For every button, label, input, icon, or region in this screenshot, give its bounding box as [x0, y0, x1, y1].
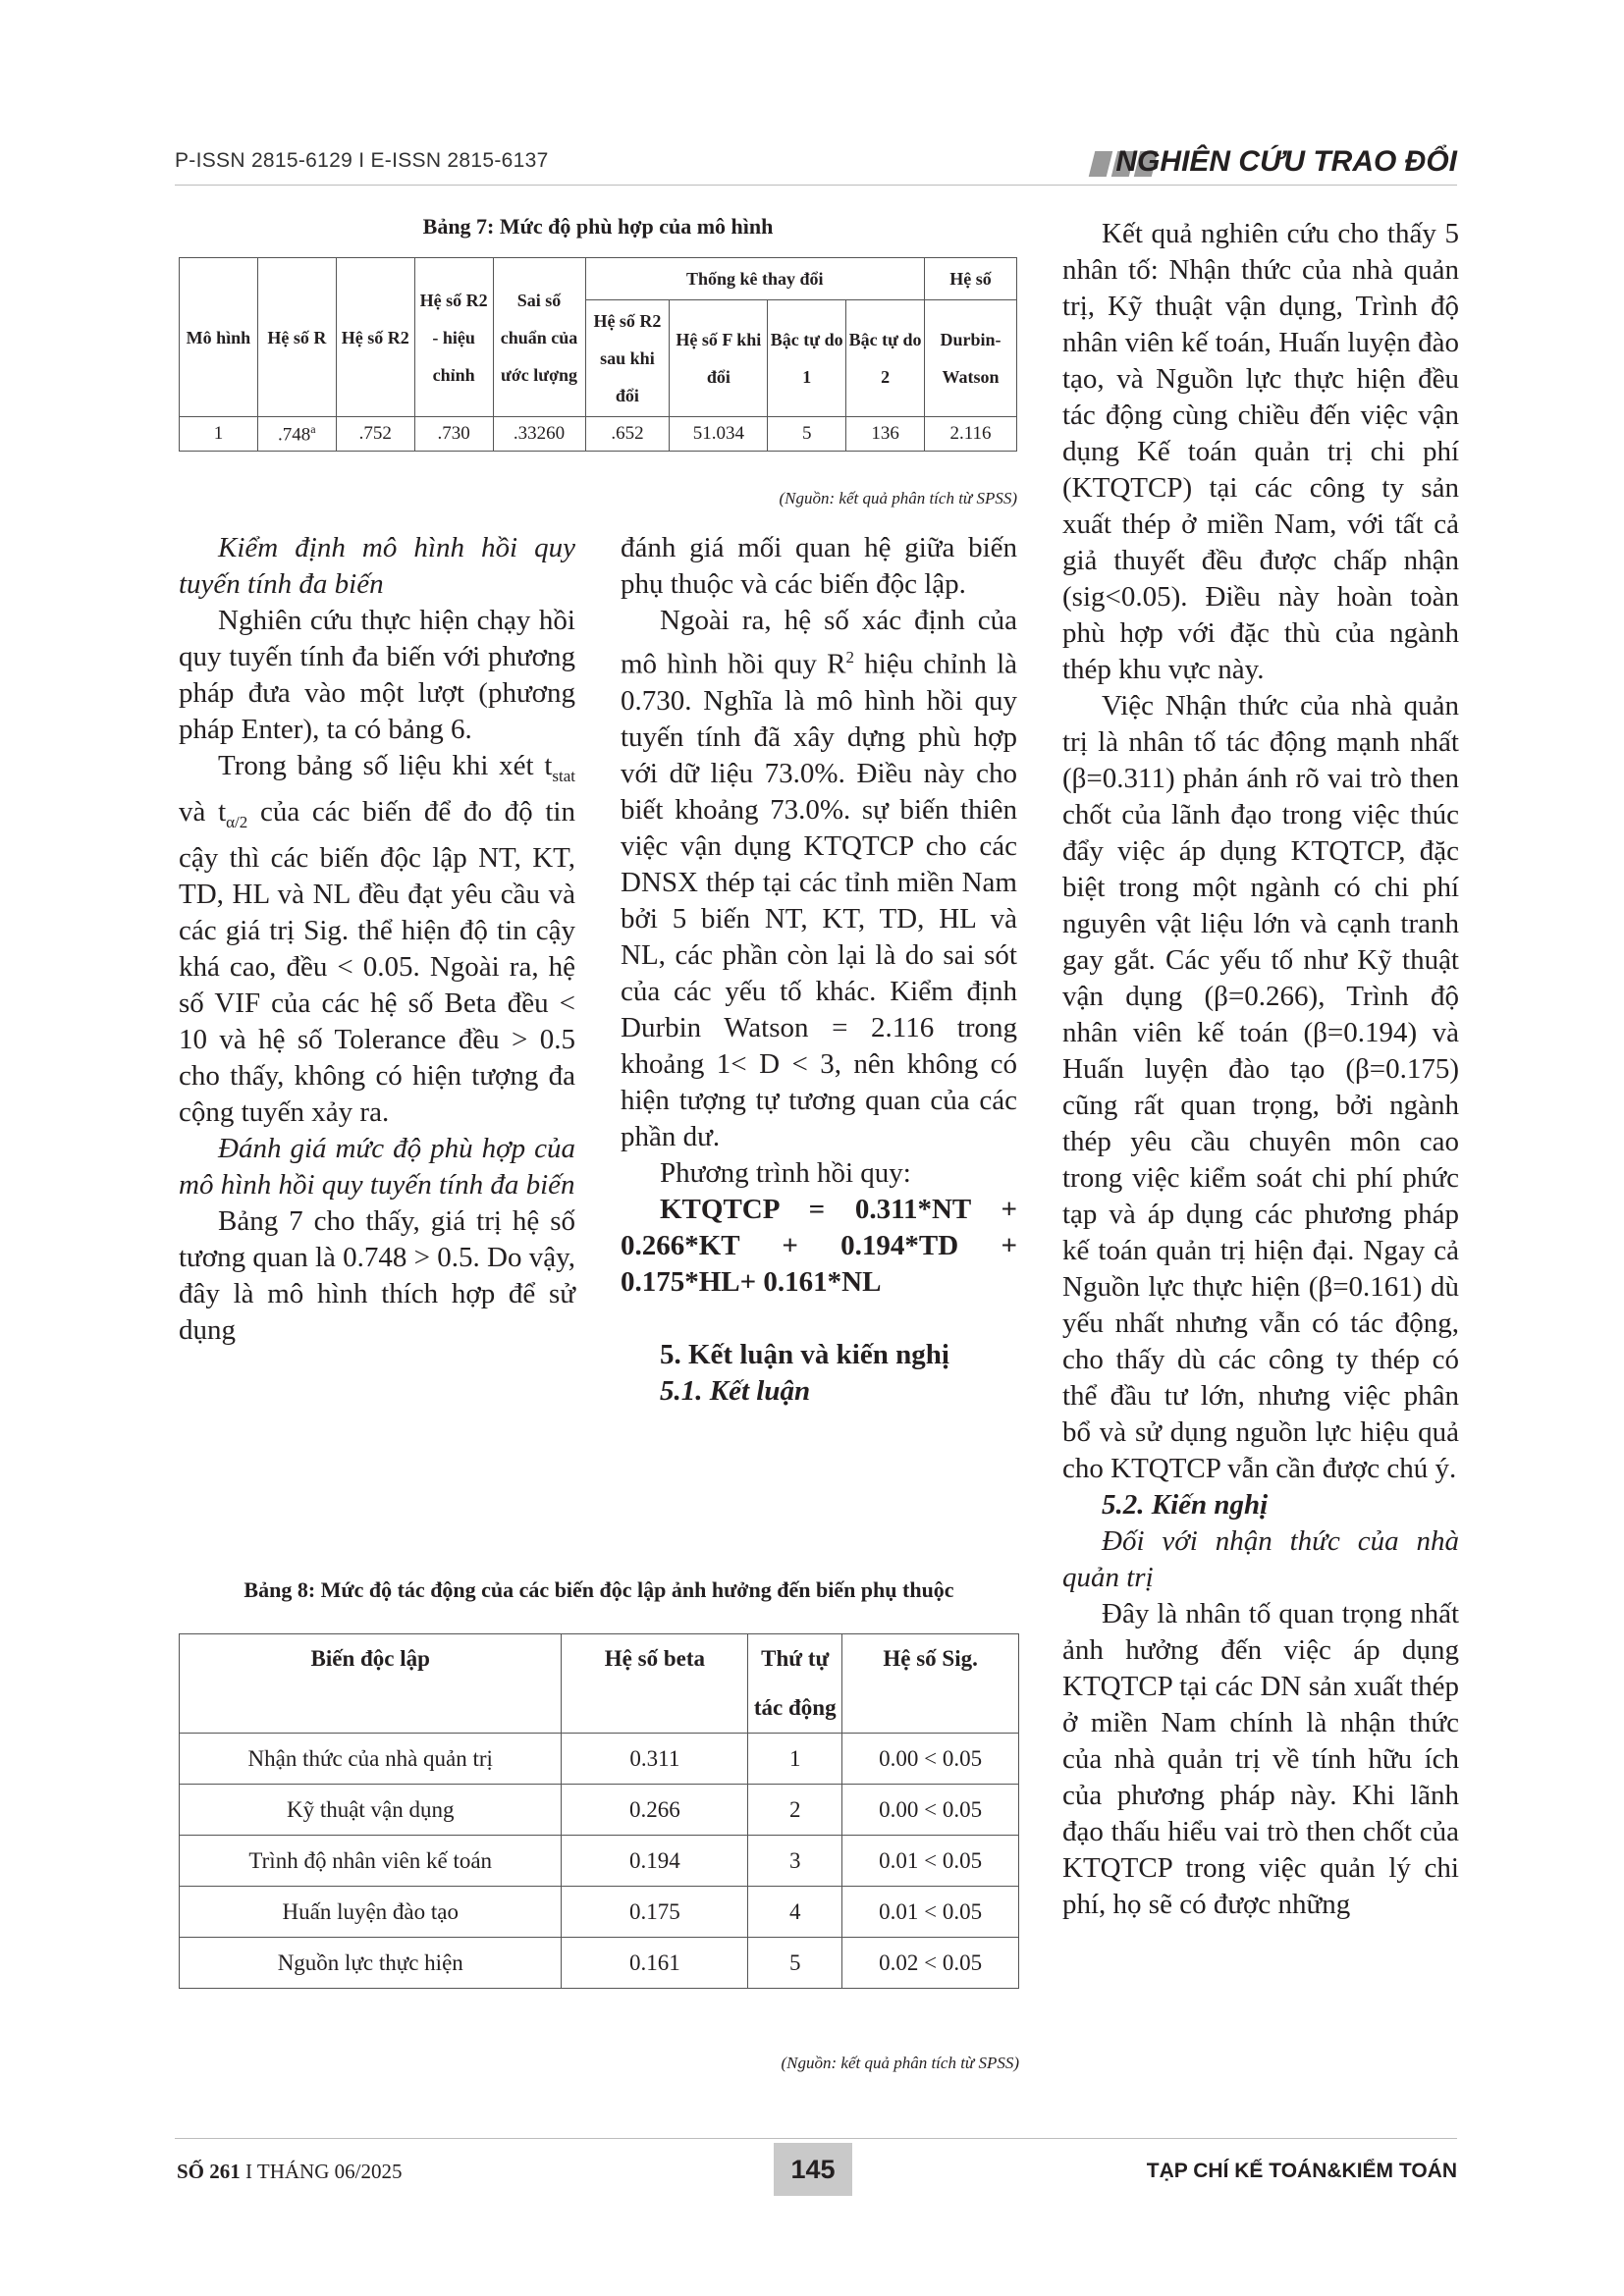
- t8-cell-rank: 2: [748, 1785, 842, 1836]
- paragraph: Nghiên cứu thực hiện chạy hồi quy tuyến tính đa biến với phương pháp đưa vào một lượt (phương pháp Enter), ta có bảng 6.: [179, 605, 575, 745]
- issue-date: I THÁNG 06/2025: [240, 2160, 403, 2183]
- t7-header-model: Mô hình: [180, 258, 258, 417]
- t8-header-beta: Hệ số beta: [562, 1634, 748, 1734]
- t8-cell-sig: 0.00 < 0.05: [842, 1734, 1019, 1785]
- t7-r-sup: a: [310, 421, 316, 436]
- header-rule: [175, 185, 1457, 186]
- t7-header-r2: Hệ số R2: [336, 258, 414, 417]
- paragraph: Đây là nhân tố quan trọng nhất ảnh hưởng đến việc áp dụng KTQTCP tại các DN sản xuất thép ở miền Nam chính là nhận thức của nhà quản trị về tính hữu ích của phương pháp này. Khi lãnh đạo thấu hiểu vai trò then chốt của KTQTCP trong việc quản lý chi phí, họ sẽ có được những: [1062, 1598, 1459, 1920]
- t8-cell-sig: 0.01 < 0.05: [842, 1887, 1019, 1938]
- t8-header-sig: Hệ số Sig.: [842, 1634, 1019, 1734]
- subheading-manager-awareness: Đối với nhận thức của nhà quản trị: [1062, 1525, 1459, 1593]
- t7-header-fchange: Hệ số F khi đổi: [670, 300, 768, 417]
- t8-cell-rank: 3: [748, 1836, 842, 1887]
- subscript: stat: [552, 766, 575, 785]
- t7-cell-r2adj: .730: [414, 417, 493, 452]
- table7: [179, 257, 1017, 452]
- section-title: NGHIÊN CỨU TRAO ĐỔI: [1115, 145, 1457, 178]
- table-row: [180, 1734, 1019, 1785]
- table-row: [180, 417, 1017, 452]
- text-run: Ngoài ra, hệ số xác định của mô hình hồi quy R: [621, 605, 1017, 680]
- t8-cell-beta: 0.194: [562, 1836, 748, 1887]
- table-row: [180, 1836, 1019, 1887]
- t8-cell-sig: 0.01 < 0.05: [842, 1836, 1019, 1887]
- section-heading-5-2: 5.2. Kiến nghị: [1102, 1489, 1269, 1521]
- t8-cell-var: Nhận thức của nhà quản trị: [180, 1734, 562, 1785]
- page-number: 145: [774, 2143, 852, 2196]
- issue-number: SỐ 261: [177, 2160, 241, 2183]
- t8-cell-var: Trình độ nhân viên kế toán: [180, 1836, 562, 1887]
- section-heading-5-1: 5.1. Kết luận: [660, 1374, 811, 1407]
- t7-header-r2change: Hệ số R2 sau khi đổi: [585, 300, 670, 417]
- journal-name: TẠP CHÍ KẾ TOÁN&KIỂM TOÁN: [1146, 2160, 1457, 2182]
- column-2: [621, 530, 1017, 1410]
- t7-header-r2adj: Hệ số R2 - hiệu chỉnh: [414, 258, 493, 417]
- table7-source: (Nguồn: kết quả phân tích từ SPSS): [779, 489, 1017, 507]
- t8-cell-beta: 0.311: [562, 1734, 748, 1785]
- t8-cell-var: Huấn luyện đào tạo: [180, 1887, 562, 1938]
- t8-cell-beta: 0.161: [562, 1938, 748, 1989]
- table8-caption: Bảng 8: Mức độ tác động của các biến độc lập ảnh hưởng đến biến phụ thuộc: [244, 1577, 954, 1602]
- subheading-model-fit: Đánh giá mức độ phù hợp của mô hình hồi quy tuyến tính đa biến: [179, 1132, 575, 1201]
- t7-cell-dw: 2.116: [925, 417, 1017, 452]
- paragraph: [621, 603, 1017, 1155]
- paragraph: Bảng 7 cho thấy, giá trị hệ số tương quan là 0.748 > 0.5. Do vậy, đây là mô hình thích hợp để sử dụng: [179, 1204, 575, 1346]
- text-run: hiệu chỉnh là 0.730. Nghĩa là mô hình hồi quy tuyến tính đã xây dựng phù hợp với dữ liệu 73.0%. Điều này cho biết khoảng 73.0%. sự biến thiên việc vận dụng KTQTCP cho các DNSX thép tại các tỉnh miền Nam bởi 5 biến NT, KT, TD, HL và NL, các phần còn lại là do sai sót của các yếu tố khác. Kiểm định Durbin Watson = 2.116 trong khoảng 1< D < 3, nên không có hiện tượng tự tương quan của các phần dư.: [621, 648, 1017, 1152]
- table-row: [180, 1785, 1019, 1836]
- t8-cell-sig: 0.00 < 0.05: [842, 1785, 1019, 1836]
- t8-cell-sig: 0.02 < 0.05: [842, 1938, 1019, 1989]
- t7-cell-r: [257, 417, 336, 452]
- t8-cell-var: Kỹ thuật vận dụng: [180, 1785, 562, 1836]
- column-1: [179, 530, 575, 1349]
- t7-cell-df2: 136: [846, 417, 925, 452]
- superscript: 2: [845, 648, 854, 667]
- text-run: của các biến để đo độ tin cậy thì các biến độc lập NT, KT, TD, HL và NL đều đạt yêu cầu và các giá trị Sig. thể hiện độ tin cậy khá cao, đều < 0.05. Ngoài ra, hệ số VIF của các hệ số Beta đều < 10 và hệ số Tolerance đều > 0.5 cho thấy, không có hiện tượng đa cộng tuyến xảy ra.: [179, 795, 575, 1128]
- table8-source: (Nguồn: kết quả phân tích từ SPSS): [781, 2054, 1019, 2072]
- footer-rule: [175, 2138, 1457, 2139]
- journal-issn: P-ISSN 2815-6129 I E-ISSN 2815-6137: [175, 149, 549, 172]
- t8-header-var: Biến độc lập: [180, 1634, 562, 1734]
- text-run: và t: [179, 795, 227, 828]
- table-row: [180, 1938, 1019, 1989]
- t7-cell-model: 1: [180, 417, 258, 452]
- t7-cell-r2: .752: [336, 417, 414, 452]
- regression-equation: KTQTCP = 0.311*NT + 0.266*KT + 0.194*TD + 0.175*HL+ 0.161*NL: [621, 1193, 1017, 1298]
- section-heading-5: 5. Kết luận và kiến nghị: [660, 1338, 949, 1370]
- t7-header-change-group: Thống kê thay đổi: [585, 258, 925, 300]
- t7-r-value: .748: [278, 424, 311, 446]
- t7-header-dw-top: Hệ số: [925, 258, 1017, 300]
- paragraph: đánh giá mối quan hệ giữa biến phụ thuộc và các biến độc lập.: [621, 532, 1017, 600]
- paragraph: Việc Nhận thức của nhà quản trị là nhân tố tác động mạnh nhất (β=0.311) phản ánh rõ vai trò then chốt của lãnh đạo trong việc thúc đẩy việc áp dụng KTQTCP, đặc biệt trong một ngành có chi phí nguyên vật liệu lớn và cạnh tranh gay gắt. Các yếu tố như Kỹ thuật vận dụng (β=0.266), Trình độ nhân viên kế toán (β=0.194) và Huấn luyện đào tạo (β=0.175) cũng rất quan trọng, bởi ngành thép yêu cầu chuyên môn cao trong việc kiểm soát chi phí phức tạp và áp dụng các phương pháp kế toán quản trị hiện đại. Ngay cả Nguồn lực thực hiện (β=0.161) dù yếu nhất nhưng vẫn có tác động, cho thấy dù các công ty thép có thể đầu tư lớn, nhưng việc phân bổ và sử dụng nguồn lực hiệu quả cho KTQTCP vẫn cần được chú ý.: [1062, 690, 1459, 1484]
- paragraph: [179, 748, 575, 1131]
- t8-cell-beta: 0.266: [562, 1785, 748, 1836]
- t7-cell-df1: 5: [768, 417, 846, 452]
- t7-header-df2: Bậc tự do 2: [846, 300, 925, 417]
- t8-cell-beta: 0.175: [562, 1887, 748, 1938]
- t8-cell-rank: 5: [748, 1938, 842, 1989]
- subscript: α/2: [226, 812, 248, 831]
- t8-cell-var: Nguồn lực thực hiện: [180, 1938, 562, 1989]
- column-3: [1062, 216, 1459, 1923]
- subheading-regression-test: Kiểm định mô hình hồi quy tuyến tính đa biến: [179, 532, 575, 600]
- issue-info: [177, 2160, 402, 2184]
- t7-header-r: Hệ số R: [257, 258, 336, 417]
- t8-cell-rank: 4: [748, 1887, 842, 1938]
- t8-cell-rank: 1: [748, 1734, 842, 1785]
- table7-caption: Bảng 7: Mức độ phù hợp của mô hình: [422, 214, 774, 239]
- t7-header-se: Sai số chuẩn của ước lượng: [493, 258, 585, 417]
- paragraph: Kết quả nghiên cứu cho thấy 5 nhân tố: Nhận thức của nhà quản trị, Kỹ thuật vận dụng, Trình độ nhân viên kế toán, Huấn luyện đào tạo, và Nguồn lực thực hiện đều tác động cùng chiều đến việc vận dụng Kế toán quản trị chi phí (KTQTCP) tại các công ty sản xuất thép ở miền Nam, với tất cả giả thuyết đều được chấp nhận (sig<0.05). Điều này hoàn toàn phù hợp với đặc thù của ngành thép khu vực này.: [1062, 218, 1459, 685]
- t7-header-df1: Bậc tự do 1: [768, 300, 846, 417]
- t7-header-dw: Durbin-Watson: [925, 300, 1017, 417]
- t7-cell-r2change: .652: [585, 417, 670, 452]
- table8: [179, 1633, 1019, 1989]
- table-row: [180, 1887, 1019, 1938]
- paragraph: Phương trình hồi quy:: [660, 1156, 911, 1189]
- text-run: Trong bảng số liệu khi xét t: [218, 750, 553, 781]
- t7-cell-se: .33260: [493, 417, 585, 452]
- t7-cell-fchange: 51.034: [670, 417, 768, 452]
- t8-header-rank: Thứ tự tác động: [748, 1634, 842, 1734]
